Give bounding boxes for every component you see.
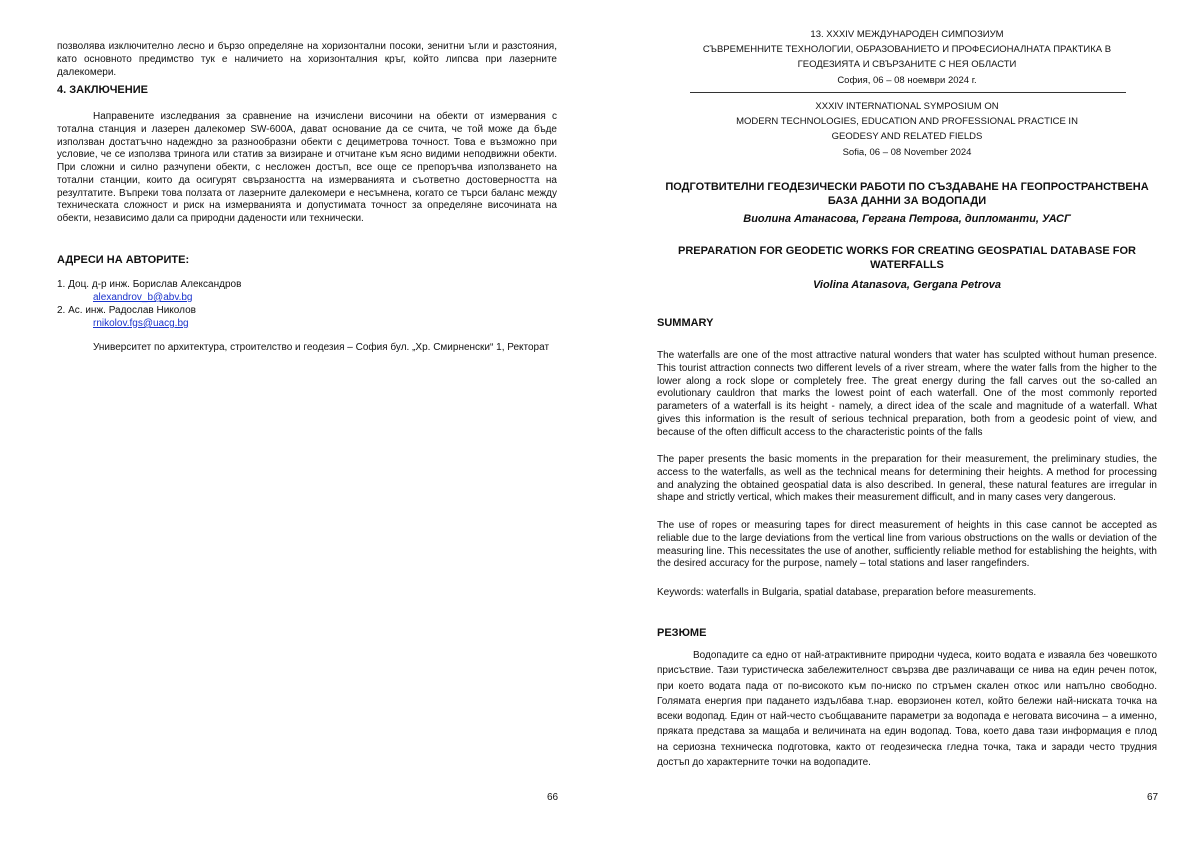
intro-paragraph: позволява изключително лесно и бързо определяне на хоризонтални посоки, зенитни ъгли и разстояния, като основното предимство тук е наличието на хоризонталния кръг, който липсва при лазерните далекомери. (57, 41, 557, 78)
keywords: Keywords: waterfalls in Bulgaria, spatial database, preparation before measurements. (657, 587, 1037, 598)
header-en-line-2: MODERN TECHNOLOGIES, EDUCATION AND PROFESSIONAL PRACTICE IN (736, 116, 1078, 128)
header-bg-line-4: София, 06 – 08 ноември 2024 г. (837, 74, 977, 86)
header-bg-line-3: ГЕОДЕЗИЯТА И СВЪРЗАНИТЕ С НЕЯ ОБЛАСТИ (797, 59, 1017, 71)
header-bg-line-2: СЪВРЕМЕННИТЕ ТЕХНОЛОГИИ, ОБРАЗОВАНИЕТО И ПРОФЕСИОНАЛНАТА ПРАКТИКА В (702, 44, 1112, 56)
author-1-email[interactable]: alexandrov_b@abv.bg (93, 291, 193, 303)
resume-heading: РЕЗЮМЕ (657, 627, 707, 639)
author-1-name: 1. Доц. д-р инж. Борислав Александров (57, 279, 242, 290)
conclusion-heading: 4. ЗАКЛЮЧЕНИЕ (57, 84, 148, 96)
authors-en: Violina Atanasova, Gergana Petrova (812, 279, 1002, 291)
summary-heading: SUMMARY (657, 317, 714, 329)
summary-paragraph-3: The use of ropes or measuring tapes for direct measurement of heights in this case cannot be accepted as reliable due to the large deviations from the vertical line from various obstructions on the walls or deviation of the measuring line. This necessitates the use of another, sufficiently reliable method for establishing the heights, with the desired accuracy for the purpose, namely – total stations and laser rangefinders. (657, 520, 1157, 570)
header-divider (690, 92, 1126, 93)
header-en-line-3: GEODESY AND RELATED FIELDS (831, 131, 983, 143)
authors-bg: Виолина Атанасова, Гергана Петрова, дипломанти, УАСГ (743, 213, 1071, 225)
title-bg: ПОДГОТВИТЕЛНИ ГЕОДЕЗИЧЕСКИ РАБОТИ ПО СЪЗДАВАНЕ НА ГЕОПРОСТРАНСТВЕНА БАЗА ДАННИ ЗА ВОДОПАДИ (665, 181, 1149, 207)
summary-paragraph-2: The paper presents the basic moments in the preparation for their measurement, the preliminary studies, the access to the waterfalls, as well as the technical means for determining their heights. A method for processing and analyzing the obtained geospatial data is also described. In general, these natural features are irregular in shape and strictly vertical, which makes their measurement difficult, and in many cases very dangerous. (657, 454, 1157, 504)
author-2-name: 2. Ас. инж. Радослав Николов (57, 305, 196, 316)
author-2-email[interactable]: rnikolov.fgs@uacg.bg (93, 317, 189, 329)
header-en-line-1: XXXIV INTERNATIONAL SYMPOSIUM ON (815, 101, 999, 112)
symposium-header-bg (657, 27, 1157, 88)
addresses-heading: АДРЕСИ НА АВТОРИТЕ: (57, 254, 190, 266)
header-en-line-4: Sofia, 06 – 08 November 2024 (842, 146, 972, 158)
summary-paragraph-1: The waterfalls are one of the most attractive natural wonders that water has sculpted without human presence. This tourist attraction connects two different levels of a river stream, where the water falls from the higher to the lower along a rock slope or completely free. The great energy during the fall carves out the so-called an evolutionary cauldron that marks the lowest point of each waterfall. One of the most commonly reported parameters of a waterfall is its height - namely, a direct idea of the scale and magnitude of a waterfall. What gives this information is the result of serious technical preparation, both from a geodesic point of view, and because of the often difficult access to the characteristic points of the falls (657, 350, 1157, 438)
affiliation: Университет по архитектура, строителство и геодезия – София бул. „Хр. Смирненски“ 1, Ректорат (93, 342, 550, 353)
resume-paragraph: Водопадите са едно от най-атрактивните природни чудеса, които водата е изваяла без човешкото присъствие. Тази туристическа забележителност свързва две различаващи се нива на един речен поток, при което водата пада от по-високото към по-ниско по стръмен скален откос или напълно свободно. Голямата енергия при падането издълбава т.нар. еворзионен котел, който бележи най-ниската точка на всеки водопад. Един от най-често съобщаваните параметри за водопада е неговата височина – а именно, пряката представа за мащаба и величината на един водопад. Това, което дава тази информация е плод на сериозна техническа подготовка, както от геодезическа гледна точка, така и заради често трудния достъп до характерните точки на водопадите. (657, 650, 1157, 769)
symposium-header-en (657, 99, 1157, 160)
page-number-left: 66 (547, 792, 559, 803)
title-en: PREPARATION FOR GEODETIC WORKS FOR CREATING GEOSPATIAL DATABASE FOR WATERFALLS (678, 245, 1136, 271)
conclusion-paragraph: Направените изследвания за сравнение на изчислени височини на обекти от измервания с тотална станция и лазерен далекомер SW-600A, дават основание да се счита, че той може да бъде използван достатъчно надеждно за разнообразни обекти с дециметрова точност. Това е възможно при условие, че се използва тринога или статив за визиране и отчитане към ясно видими неподвижни обекти. При сложни и силно разчупени обекти, с несложен достъп, все още се препоръчва използването на тотални станции, които да осигурят свързаността на измерванията и съответно достоверността на резултатите. Въпреки това ползата от лазерните далекомери е несъмнена, когато се търси баланс между техническата сложност и риск на измерванията и допустимата точност за определяне височината на обекти, независимо дали са природни дадености или технически. (57, 111, 557, 224)
page-number-right: 67 (1147, 792, 1159, 803)
header-bg-line-1: 13. XXXIV МЕЖДУНАРОДЕН СИМПОЗИУМ (810, 29, 1004, 40)
